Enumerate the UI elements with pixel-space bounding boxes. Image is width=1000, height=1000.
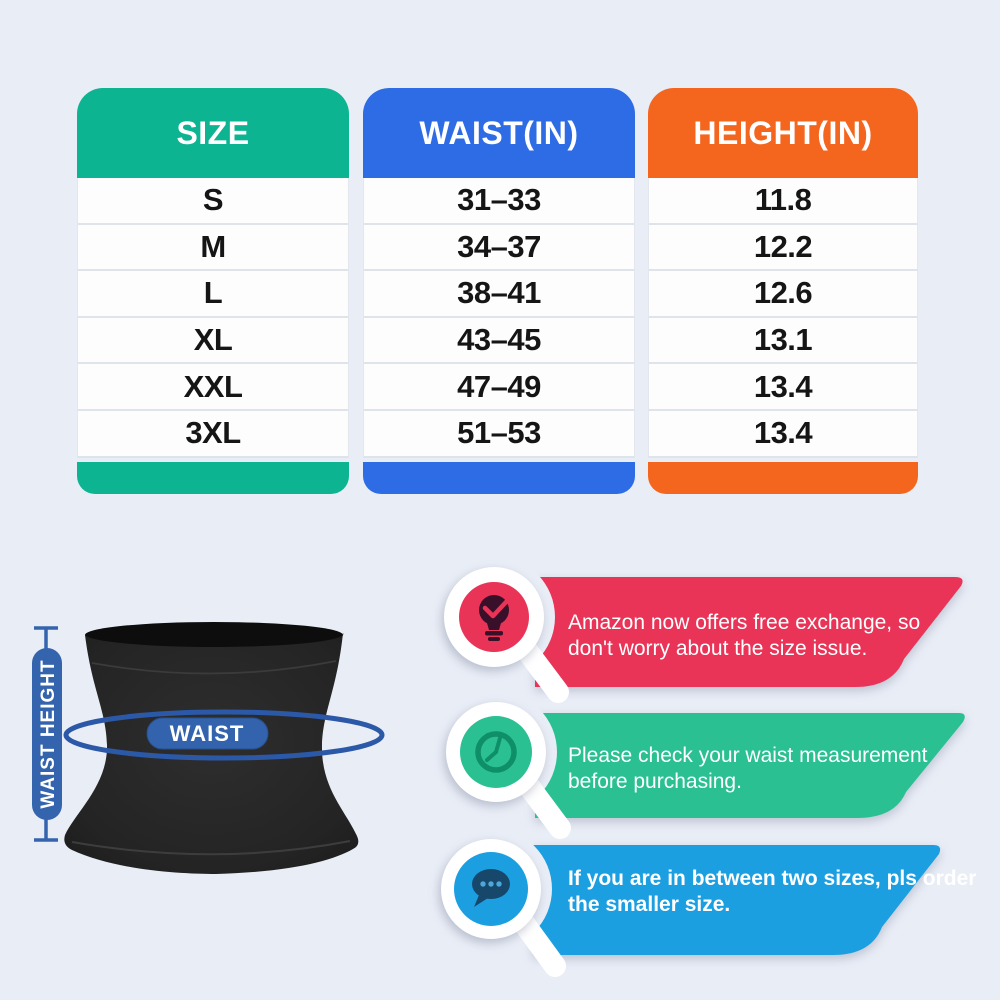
callout-text	[568, 743, 928, 795]
column-header-size: SIZE	[77, 88, 349, 178]
column-header-height: HEIGHT(IN)	[648, 88, 918, 178]
callout-line: don't worry about the size issue.	[568, 637, 868, 660]
table-cell-waist: 31–33	[363, 178, 635, 225]
callout-text	[568, 866, 976, 918]
table-cell-height: 12.6	[648, 271, 918, 318]
table-cell-size: XL	[77, 318, 349, 365]
column-footer-height	[648, 462, 918, 494]
callout-between-sizes	[415, 820, 990, 985]
table-cell-waist: 34–37	[363, 225, 635, 272]
table-column-size	[77, 88, 349, 494]
table-column-height	[648, 88, 918, 494]
waist-trainer-illustration	[20, 595, 410, 905]
column-footer-waist	[363, 462, 635, 494]
table-cell-height: 11.8	[648, 178, 918, 225]
table-cell-height: 13.1	[648, 318, 918, 365]
callout-line: Please check your waist measurement	[568, 744, 928, 767]
callout-line: before purchasing.	[568, 770, 742, 793]
callout-line: Amazon now offers free exchange, so	[568, 611, 921, 634]
waist-trainer-diagram	[20, 595, 410, 905]
table-cell-size: XXL	[77, 364, 349, 411]
table-cell-waist: 51–53	[363, 411, 635, 458]
column-footer-size	[77, 462, 349, 494]
table-cell-height: 13.4	[648, 411, 918, 458]
table-cell-height: 12.2	[648, 225, 918, 272]
table-cell-size: L	[77, 271, 349, 318]
column-header-waist: WAIST(IN)	[363, 88, 635, 178]
table-cell-size: M	[77, 225, 349, 272]
table-cell-size: S	[77, 178, 349, 225]
table-cell-waist: 47–49	[363, 364, 635, 411]
waist-label: WAIST	[169, 721, 245, 746]
table-cell-waist: 43–45	[363, 318, 635, 365]
table-column-waist	[363, 88, 635, 494]
table-cell-height: 13.4	[648, 364, 918, 411]
waist-height-label: WAIST HEIGHT	[38, 659, 59, 809]
callout-line: the smaller size.	[568, 893, 731, 916]
table-cell-size: 3XL	[77, 411, 349, 458]
table-cell-waist: 38–41	[363, 271, 635, 318]
callout-line: If you are in between two sizes, pls order	[568, 867, 977, 890]
callout-text	[568, 610, 920, 662]
